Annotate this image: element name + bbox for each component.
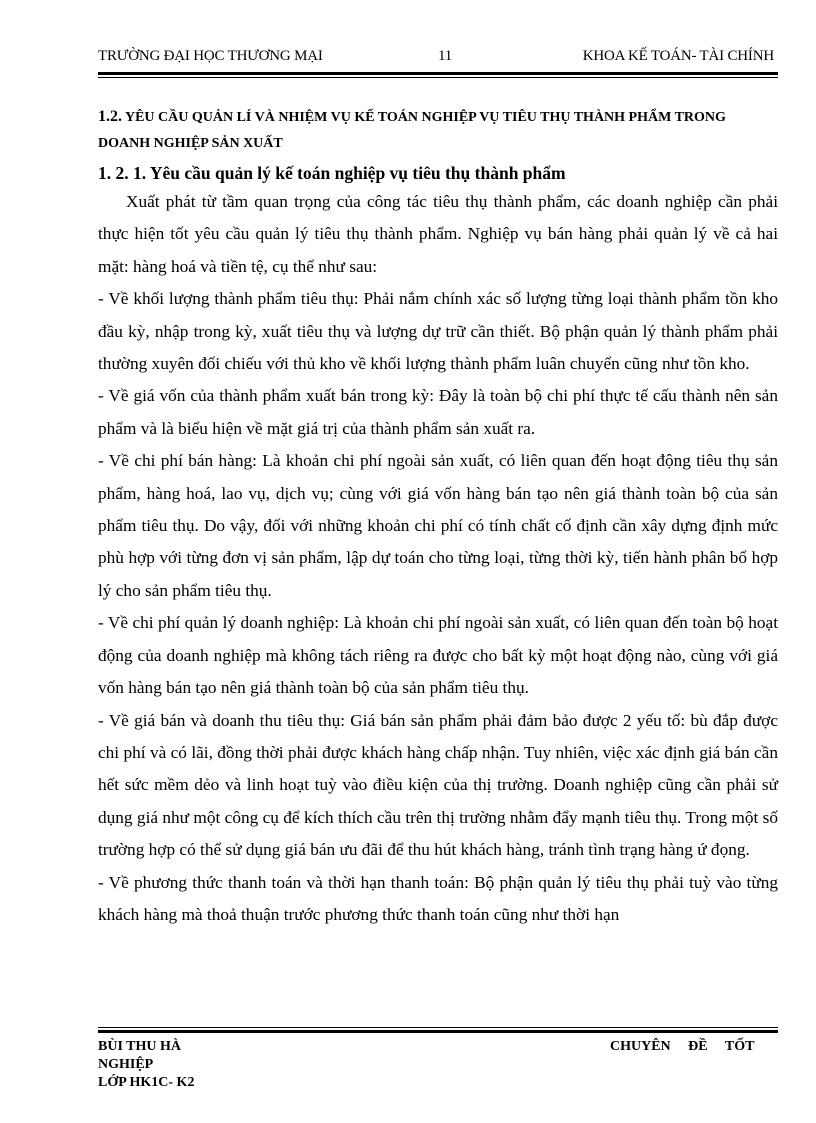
- body-paragraph-volume: - Về khối lượng thành phẩm tiêu thụ: Phải nắm chính xác số lượng từng loại thành phẩm tồn kho đầu kỳ, nhập trong kỳ, xuất tiêu thụ và lượng dự trữ cần thiết. Bộ phận quản lý thành phẩm phải thường xuyên đối chiếu với thủ kho về khối lượng thành phẩm luân chuyển cũng như tồn kho.: [98, 289, 778, 374]
- header-faculty-name: KHOA KẾ TOÁN- TÀI CHÍNH: [582, 48, 774, 64]
- page-header: [98, 46, 778, 68]
- section-number: 1.2.: [98, 108, 122, 125]
- footer-rule-thick: [98, 1030, 778, 1033]
- body-paragraph-payment: - Về phương thức thanh toán và thời hạn thanh toán: Bộ phận quản lý tiêu thụ phải tuỳ vào từng khách hàng mà thoả thuận trước phương thức thanh toán cũng như thời hạn: [98, 872, 778, 924]
- section-title-line1: YÊU CẦU QUẢN LÍ VÀ NHIỆM VỤ KẾ TOÁN NGHIỆP VỤ TIÊU THỤ THÀNH PHẨM TRONG: [124, 110, 726, 125]
- footer-author-name: BÙI THU HÀ: [98, 1039, 181, 1054]
- body-paragraph-selling-expense: - Về chi phí bán hàng: Là khoản chi phí ngoài sản xuất, có liên quan đến hoạt động tiêu thụ sản phẩm, hàng hoá, lao vụ, dịch vụ; cùng với giá vốn hàng bán tạo nên giá thành toàn bộ của sản phẩm tiêu thụ. Do vậy, đối với những khoản chi phí có tính chất cố định cần xây dựng định mức phù hợp với từng đơn vị sản phẩm, lập dự toán cho từng loại, từng thời kỳ, tiến hành phân bổ hợp lý cho sản phẩm tiêu thụ.: [98, 451, 778, 600]
- body-paragraph-price-revenue: - Về giá bán và doanh thu tiêu thụ: Giá bán sản phẩm phải đảm bảo được 2 yếu tố: bù đắp được chi phí và có lãi, đồng thời phải được khách hàng chấp nhận. Tuy nhiên, việc xác định giá bán cần hết sức mềm dẻo và linh hoạt tuỳ vào điều kiện của thị trường. Doanh nghiệp cũng cần phải sử dụng giá như một công cụ để kích thích cầu trên thị trường nhằm đẩy mạnh tiêu thụ. Trong một số trường hợp có thể sử dụng giá bán ưu đãi để thu hút khách hàng, tránh tình trạng hàng ứ đọng.: [98, 710, 778, 860]
- header-page-number: 11: [438, 48, 453, 64]
- section-heading: [98, 104, 778, 157]
- footer-rule-thin: [98, 1027, 778, 1028]
- body-paragraph-admin-expense: - Về chi phí quản lý doanh nghiệp: Là khoản chi phí ngoài sản xuất, có liên quan đến toàn bộ hoạt động của doanh nghiệp mà không tách riêng ra được cho bất kỳ một hoạt động nào, cùng với giá vốn hàng bán tạo nên giá thành toàn bộ của sản phẩm tiêu thụ.: [98, 613, 778, 698]
- header-school-name: TRƯỜNG ĐẠI HỌC THƯƠNG MẠI: [98, 48, 323, 64]
- footer-thesis-label: CHUYÊN ĐỀ TỐT: [610, 1039, 755, 1054]
- section-title-line2: DOANH NGHIỆP SẢN XUẤT: [98, 136, 283, 151]
- page-body: [98, 104, 778, 931]
- footer-author-line2: NGHIỆP: [98, 1057, 154, 1072]
- footer-author-class: LỚP HK1C- K2: [98, 1075, 195, 1090]
- footer-author-block: [98, 1038, 194, 1092]
- header-rule-thick: [98, 72, 778, 75]
- header-rule-thin: [98, 77, 778, 78]
- body-paragraph-intro: Xuất phát từ tầm quan trọng của công tác tiêu thụ thành phẩm, các doanh nghiệp cần phải thực hiện tốt yêu cầu quản lý tiêu thụ thành phẩm. Nghiệp vụ bán hàng phải quản lý về cả hai mặt: hàng hoá và tiền tệ, cụ thể như sau:: [98, 192, 778, 276]
- body-paragraph-cost-of-goods: - Về giá vốn của thành phẩm xuất bán trong kỳ: Đây là toàn bộ chi phí thực tế cấu thành nên sản phẩm và là biểu hiện về mặt giá trị của thành phẩm sản xuất ra.: [98, 386, 778, 438]
- subsection-heading: 1. 2. 1. Yêu cầu quản lý kế toán nghiệp vụ tiêu thụ thành phẩm: [98, 163, 566, 183]
